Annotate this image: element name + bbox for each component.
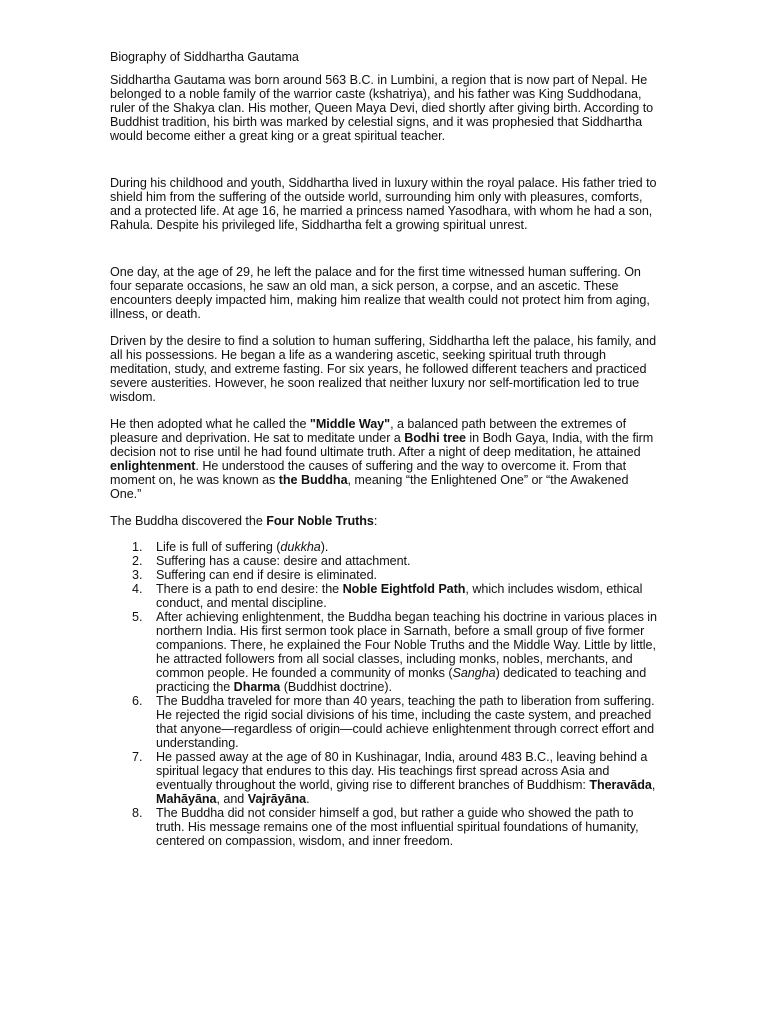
list-item — [132, 694, 660, 750]
text-run: , which includes wisdom, ethical conduct, and mental discipline. — [156, 582, 643, 610]
bold-term-enlightenment: enlightenment — [110, 459, 196, 473]
bold-term-theravada: Theravāda — [589, 778, 652, 792]
text-run: , a balanced path between the extremes of pleasure and deprivation. He sat to meditate under a — [110, 417, 627, 445]
list-number: 4. — [132, 582, 143, 596]
text-run: Life is full of suffering ( — [156, 540, 281, 554]
list-number: 5. — [132, 610, 143, 624]
list-number: 1. — [132, 540, 143, 554]
text-run: , meaning “the Enlightened One” or “the Awakened One.” — [110, 473, 629, 501]
text-run: Suffering can end if desire is eliminated. — [156, 568, 377, 582]
text-run: : — [373, 514, 378, 528]
text-run: After achieving enlightenment, the Buddha began teaching his doctrine in various places in northern India. His first sermon took place in Sarnath, before a small group of five former companions. There, he explained the Four Noble Truths and the Middle Way. Little by little, he attracted followers from all social classes, including monks, nobles, merchants, and common people. He founded a community of monks ( — [156, 610, 657, 680]
bold-term-dharma: Dharma — [233, 680, 281, 694]
paragraph-four-noble-truths-intro — [110, 514, 660, 528]
text-run: He then adopted what he called the — [110, 417, 310, 431]
list-item — [132, 554, 660, 568]
paragraph-departure: One day, at the age of 29, he left the palace and for the first time witnessed human suffering. On four separate occasions, he saw an old man, a sick person, a corpse, and an ascetic. These encounters deeply impacted him, making him realize that wealth could not protect him from aging, illness, or death. — [110, 265, 650, 321]
paragraph-ascetic-life: Driven by the desire to find a solution to human suffering, Siddhartha left the palace, his family, and all his possessions. He began a life as a wandering ascetic, seeking spiritual truth through meditation, study, and extreme fasting. For six years, he followed different teachers and practiced severe austerities. However, he soon realized that neither luxury nor self-mortification led to true wisdom. — [110, 334, 657, 404]
text-run: . — [306, 792, 310, 806]
text-run: The Buddha did not consider himself a god, but rather a guide who showed the path to truth. His message remains one of the most influential spiritual foundations of humanity, centered on compassion, wisdom, and inner freedom. — [156, 806, 639, 848]
document-title: Biography of Siddhartha Gautama — [110, 50, 299, 64]
bold-term-middle-way: "Middle Way" — [309, 417, 391, 431]
list-item — [132, 750, 660, 806]
text-run: , — [651, 778, 656, 792]
paragraph-enlightenment — [110, 417, 660, 501]
text-run: ). — [320, 540, 329, 554]
numbered-list — [110, 540, 660, 848]
list-number: 6. — [132, 694, 143, 708]
text-run: (Buddhist doctrine). — [280, 680, 392, 694]
bold-term-bodhi-tree: Bodhi tree — [404, 431, 466, 445]
paragraph-birth: Siddhartha Gautama was born around 563 B.C. in Lumbini, a region that is now part of Nepal. He belonged to a noble family of the warrior caste (kshatriya), and his father was King Suddhodana, ruler of the Shakya clan. His mother, Queen Maya Devi, died shortly after giving birth. According to Buddhist tradition, his birth was marked by celestial signs, and it was prophesied that Siddhartha would become either a great king or a great spiritual teacher. — [110, 73, 654, 143]
bold-term-mahayana: Mahāyāna — [156, 792, 217, 806]
list-item — [132, 610, 660, 694]
text-run: ) dedicated to teaching and practicing the — [156, 666, 647, 694]
italic-term-sangha: Sangha — [452, 666, 496, 680]
text-run: There is a path to end desire: the — [156, 582, 343, 596]
bold-term-four-noble-truths: Four Noble Truths — [266, 514, 374, 528]
list-item — [132, 568, 660, 582]
list-item — [132, 540, 660, 554]
text-run: , and — [216, 792, 248, 806]
list-number: 3. — [132, 568, 143, 582]
text-run: Suffering has a cause: desire and attachment. — [156, 554, 411, 568]
list-item — [132, 582, 660, 610]
text-run: He passed away at the age of 80 in Kushinagar, India, around 483 B.C., leaving behind a spiritual legacy that endures to this day. His teachings first spread across Asia and eventually throughout the world, giving rise to different branches of Buddhism: — [156, 750, 648, 792]
bold-term-vajrayana: Vajrāyāna — [247, 792, 307, 806]
paragraph-childhood: During his childhood and youth, Siddhartha lived in luxury within the royal palace. His father tried to shield him from the suffering of the outside world, surrounding him only with pleasures, comforts, and a protected life. At age 16, he married a princess named Yasodhara, with whom he had a son, Rahula. Despite his privileged life, Siddhartha felt a growing spiritual unrest. — [110, 176, 657, 232]
text-run: The Buddha traveled for more than 40 years, teaching the path to liberation from suffering. He rejected the rigid social divisions of his time, including the caste system, and preached that anyone—regardless of origin—could achieve enlightenment through correct effort and understanding. — [156, 694, 655, 750]
text-run: . He understood the causes of suffering and the way to overcome it. From that moment on, he was known as — [110, 459, 627, 487]
bold-term-noble-eightfold-path: Noble Eightfold Path — [342, 582, 466, 596]
list-item — [132, 806, 660, 848]
bold-term-the-buddha: the Buddha — [278, 473, 348, 487]
list-number: 2. — [132, 554, 143, 568]
list-number: 8. — [132, 806, 143, 820]
text-run: The Buddha discovered the — [110, 514, 267, 528]
document-page — [110, 50, 660, 848]
text-run: in Bodh Gaya, India, with the firm decision not to rise until he had found ultimate truth. After a night of deep meditation, he attained — [110, 431, 654, 459]
italic-term-dukkha: dukkha — [280, 540, 321, 554]
list-number: 7. — [132, 750, 143, 764]
